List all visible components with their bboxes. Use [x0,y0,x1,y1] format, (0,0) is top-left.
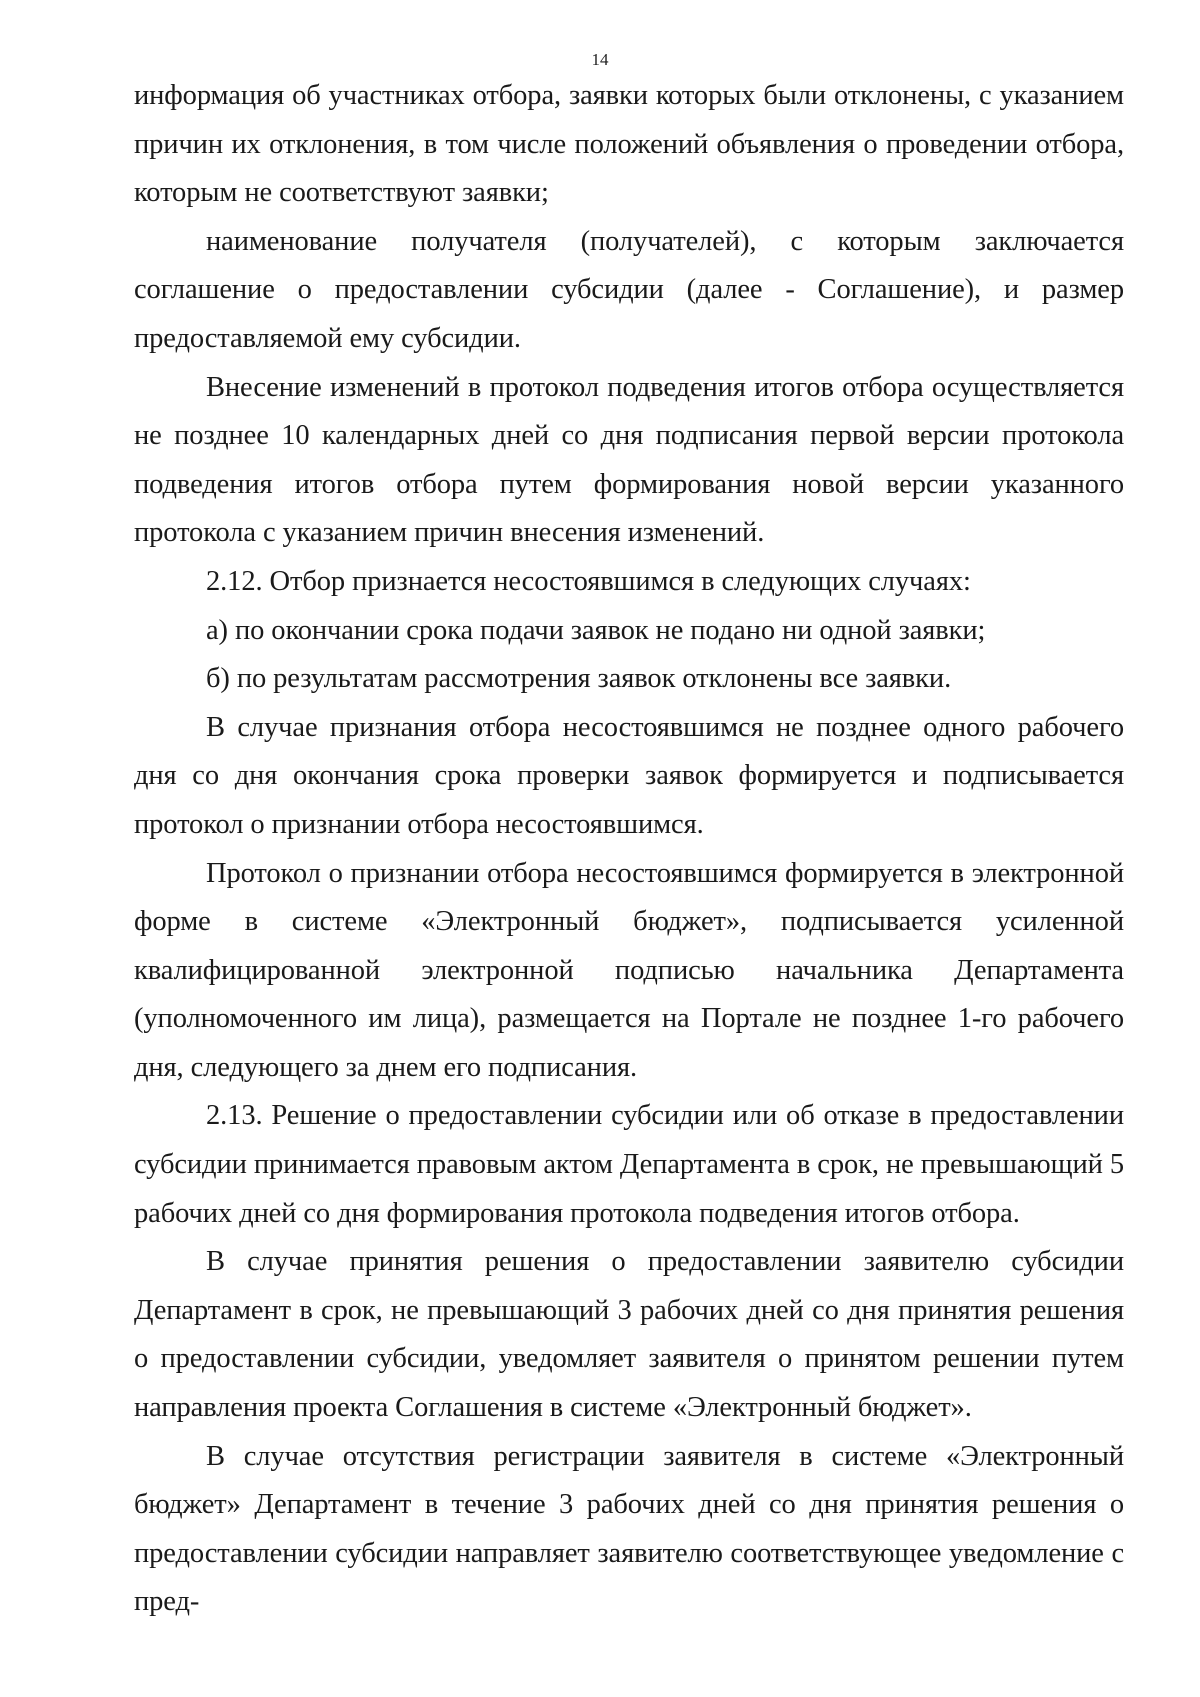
paragraph-protocol-changes: Внесение изменений в протокол подведения итогов отбора осуществляется не позднее 10 календарных дней со дня подписания первой версии протокола подведения итогов отбора путем формирования новой версии указанного протокола с указанием причин внесения изменений. [134,371,1124,549]
paragraph-case-a: а) по окончании срока подачи заявок не подано ни одной заявки; [206,614,986,646]
paragraph-section-2-13: 2.13. Решение о предоставлении субсидии или об отказе в предоставлении субсидии принимается правовым актом Департамента в срок, не превышающий 5 рабочих дней со дня формирования протокола подведения итогов отбора. [134,1100,1124,1229]
page-number: 14 [591,50,609,69]
paragraph-rejected-participants: информация об участниках отбора, заявки которых были отклонены, с указанием причин их отклонения, в том числе положений объявления о проведении отбора, которым не соответствуют заявки; [134,80,1124,209]
paragraph-failed-protocol: Протокол о признании отбора несостоявшимся формируется в электронной форме в системе «Электронный бюджет», подписывается усиленной квалифицированной электронной подписью начальника Департамента (уполномоченного им лица), размещается на Портале не позднее 1-го рабочего дня, следующего за днем его подписания. [134,857,1124,1083]
document-body [134,72,1124,1627]
paragraph-case-b: б) по результатам рассмотрения заявок отклонены все заявки. [206,663,952,695]
paragraph-decision-notification: В случае принятия решения о предоставлении заявителю субсидии Департамент в срок, не превышающий 3 рабочих дней со дня принятия решения о предоставлении субсидии, уведомляет заявителя о принятом решении путем направления проекта Соглашения в системе «Электронный бюджет». [134,1246,1124,1424]
paragraph-section-2-12: 2.12. Отбор признается несостоявшимся в следующих случаях: [206,565,971,597]
paragraph-failed-selection: В случае признания отбора несостоявшимся не позднее одного рабочего дня со дня окончания срока проверки заявок формируется и подписывается протокол о признании отбора несостоявшимся. [134,711,1124,840]
paragraph-no-registration: В случае отсутствия регистрации заявителя в системе «Электронный бюджет» Департамент в течение 3 рабочих дней со дня принятия решения о предоставлении субсидии направляет заявителю соответствующее уведомление с пред- [134,1440,1124,1618]
paragraph-recipient-name: наименование получателя (получателей), с которым заключается соглашение о предоставлении субсидии (далее - Соглашение), и размер предоставляемой ему субсидии. [134,225,1124,354]
